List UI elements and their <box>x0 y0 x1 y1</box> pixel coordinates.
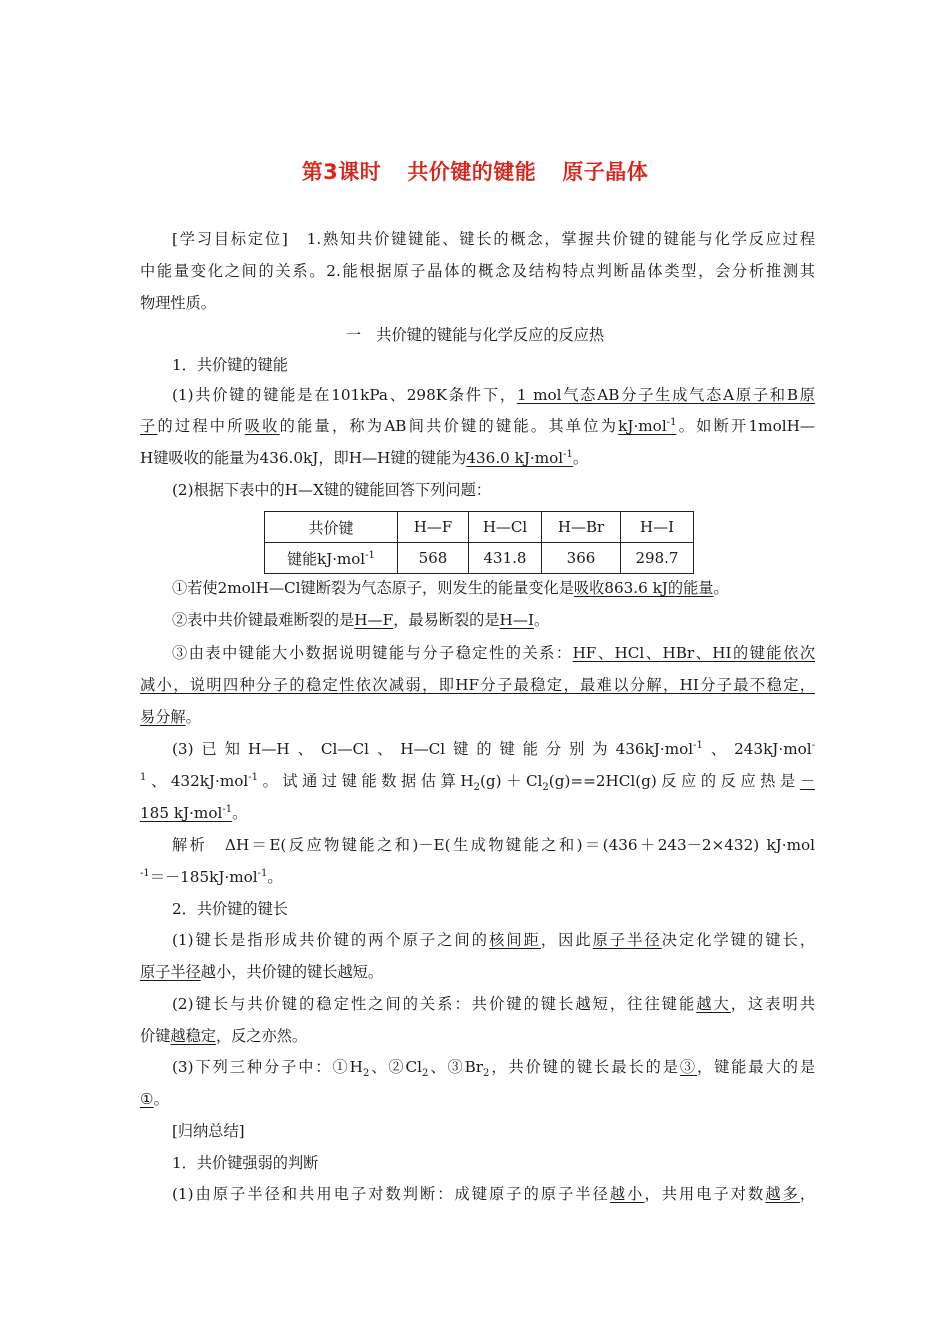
paragraph-3-line-2 <box>140 770 815 792</box>
text: (1)键长是指形成共价键的两个原子之间的 <box>172 931 490 949</box>
text: 。 <box>572 449 589 467</box>
text: 价键 <box>140 1027 171 1045</box>
subscript: 2 <box>473 782 480 794</box>
table-row <box>265 543 694 574</box>
objectives-line-1: [学习目标定位] 1.熟知共价键键能、键长的概念，掌握共价键的键能与化学反应过程 <box>172 230 815 248</box>
title-topic-2: 原子晶体 <box>562 160 649 184</box>
superscript: -1 <box>365 549 375 561</box>
table-header-cell: H—Br <box>542 512 621 543</box>
table-cell: 298.7 <box>621 543 694 574</box>
title-lesson-number: 第3课时 <box>301 160 382 184</box>
answer-fill: 越小 <box>609 1185 645 1203</box>
answer-fill <box>618 417 676 435</box>
paragraph-6-line-1 <box>172 1056 815 1078</box>
table-header-cell: H—I <box>621 512 694 543</box>
text: ，反之亦然。 <box>215 1027 308 1045</box>
unit-text: 185 kJ·mol <box>140 804 223 822</box>
question-1 <box>172 577 815 599</box>
text: H键吸收的能量为436.0kJ，即H—H键的键能为 <box>140 449 467 467</box>
text: ＝－185kJ·mol <box>149 868 258 886</box>
answer-fill: 核间距 <box>489 931 541 949</box>
question-3-line-1 <box>172 642 815 664</box>
text: 、③Br <box>428 1058 484 1076</box>
question-3-line-3 <box>140 706 815 728</box>
subheading-bond-energy: 1．共价键的键能 <box>172 356 288 374</box>
text: (3)已知H—H、Cl—Cl、H—Cl键的键能分别为436kJ·mol <box>172 740 694 758</box>
table-header-cell: H—F <box>398 512 469 543</box>
paragraph-table-intro: (2)根据下表中的H—X键的键能回答下列问题： <box>172 481 491 499</box>
text: 。 <box>267 868 283 886</box>
text: (3)下列三种分子中：①H <box>172 1058 363 1076</box>
superscript: - <box>811 739 815 751</box>
answer-fill: H—F <box>354 611 394 629</box>
subscript: 2 <box>483 1068 490 1080</box>
text: 、243kJ·mol <box>702 740 812 758</box>
answer-fill: HF、HCl、HBr、HI的键能依次 <box>572 644 816 662</box>
answer-fill: ① <box>140 1090 154 1108</box>
text: (2)键长与共价键的稳定性之间的关系：共价键的键长越短，往往键能 <box>172 995 697 1013</box>
text: 越小，共价键的键长越短。 <box>200 963 383 981</box>
superscript: -1 <box>248 771 259 783</box>
paragraph-4-line-1 <box>172 929 815 951</box>
answer-fill: 原子半径 <box>140 963 201 981</box>
answer-fill <box>140 804 232 822</box>
table-header-cell: 共价键 <box>265 512 398 543</box>
text: 决定化学键的键长， <box>661 931 816 949</box>
table-cell: 366 <box>542 543 621 574</box>
section-heading: 一 共价键的键能与化学反应的反应热 <box>345 326 605 344</box>
paragraph-7-line-1 <box>172 1183 815 1205</box>
answer-fill: 越大 <box>696 995 731 1013</box>
text: ，共价键的键长最长的是 <box>489 1058 680 1076</box>
answer-fill <box>466 449 573 467</box>
superscript: -1 <box>693 739 703 751</box>
answer-fill: 1 mol气态AB分子生成气态A原子和B原 <box>516 386 815 404</box>
answer-fill: 减小，说明四种分子的稳定性依次减弱，即HF分子最稳定，最难以分解，HI分子最不稳定， <box>140 676 815 694</box>
answer-fill: H—I <box>499 611 534 629</box>
analysis-line-2 <box>140 866 815 888</box>
text: 。 <box>533 611 550 629</box>
paragraph-3-line-1 <box>172 738 815 760</box>
question-2 <box>172 609 815 631</box>
unit-text: kJ·mol <box>618 417 667 435</box>
answer-fill: 易分解 <box>140 708 186 726</box>
table-row-label <box>265 543 398 574</box>
superscript: -1 <box>666 416 677 428</box>
text: 。 <box>713 579 729 597</box>
text: 的能量，称为AB间共价键的键能。其单位为 <box>279 417 619 435</box>
text: 解析 ΔH＝E(反应物键能之和)－E(生成物键能之和)＝(436＋243－2×432) kJ·mol <box>172 836 815 854</box>
subscript: 2 <box>362 1068 370 1080</box>
paragraph-bond-energy-line-1 <box>172 384 815 406</box>
objectives-line-2: 中能量变化之间的关系。2.能根据原子晶体的概念及结构特点判断晶体类型，会分析推测其 <box>140 262 815 280</box>
text: 、②Cl <box>369 1058 423 1076</box>
answer-fill: 吸收 <box>244 417 280 435</box>
text: ， <box>799 1185 816 1203</box>
table-cell: 431.8 <box>469 543 542 574</box>
subscript: 2 <box>422 1068 429 1080</box>
text: 。如断开1molH— <box>676 417 816 435</box>
answer-fill: ③ <box>679 1058 698 1076</box>
summary-item-1: 1．共价键强弱的判断 <box>172 1154 319 1172</box>
answer-fill: 越多 <box>765 1185 800 1203</box>
superscript: -1 <box>257 867 268 879</box>
text: 。 <box>185 708 201 726</box>
bond-energy-table <box>264 511 694 574</box>
text: (1)由原子半径和共用电子对数判断：成键原子的原子半径 <box>172 1185 610 1203</box>
table-header-cell: H—Cl <box>469 512 542 543</box>
superscript: 1 <box>140 771 147 783</box>
answer-fill: 子 <box>140 417 158 435</box>
answer-fill: － <box>799 772 815 790</box>
table-cell: 568 <box>398 543 469 574</box>
paragraph-bond-energy-line-3 <box>140 447 815 469</box>
paragraph-5-line-2 <box>140 1025 815 1047</box>
analysis-line-1 <box>172 834 815 856</box>
subheading-bond-length: 2．共价键的键长 <box>172 900 288 918</box>
text: 。试通过键能数据估算H <box>258 772 474 790</box>
text: (g)==2HCl(g)反应的反应热是 <box>548 772 800 790</box>
superscript: -1 <box>563 448 573 460</box>
objectives-line-3: 物理性质。 <box>140 294 216 312</box>
text: 。 <box>232 804 248 822</box>
text: (g)＋Cl <box>480 772 543 790</box>
text: (1)共价键的键能是在101kPa、298K条件下， <box>172 386 517 404</box>
text: 、432kJ·mol <box>146 772 249 790</box>
text: 。 <box>153 1090 169 1108</box>
answer-fill: 原子半径 <box>592 931 662 949</box>
text: ，共用电子对数 <box>644 1185 766 1203</box>
text: ③由表中键能大小数据说明键能与分子稳定性的关系： <box>172 644 573 662</box>
answer-fill: 越稳定 <box>170 1027 216 1045</box>
text: ①若使2molH—Cl键断裂为气态原子，则发生的能量变化是 <box>172 579 574 597</box>
summary-heading: [归纳总结] <box>172 1122 245 1140</box>
paragraph-6-line-2 <box>140 1088 815 1110</box>
text: ，因此 <box>540 931 593 949</box>
paragraph-5-line-1 <box>172 993 815 1015</box>
subscript: 2 <box>542 782 549 794</box>
table-header-row <box>265 512 694 543</box>
paragraph-4-line-2 <box>140 961 815 983</box>
text: ②表中共价键最难断裂的是 <box>172 611 355 629</box>
question-3-line-2 <box>140 674 815 696</box>
label-text: 键能kJ·mol <box>287 549 366 568</box>
answer-fill: 吸收863.6 kJ的能量 <box>573 579 714 597</box>
text: ，键能最大的是 <box>697 1058 816 1076</box>
unit-text: 436.0 kJ·mol <box>466 449 564 467</box>
paragraph-bond-energy-line-2 <box>140 415 815 437</box>
superscript: -1 <box>222 803 233 815</box>
lesson-title <box>0 156 950 186</box>
title-topic-1: 共价键的键能 <box>407 160 537 184</box>
text: ，这表明共 <box>730 995 816 1013</box>
text: ，最易断裂的是 <box>393 611 500 629</box>
paragraph-3-line-3 <box>140 802 815 824</box>
text: 的过程中所 <box>157 417 245 435</box>
superscript: -1 <box>140 867 150 879</box>
